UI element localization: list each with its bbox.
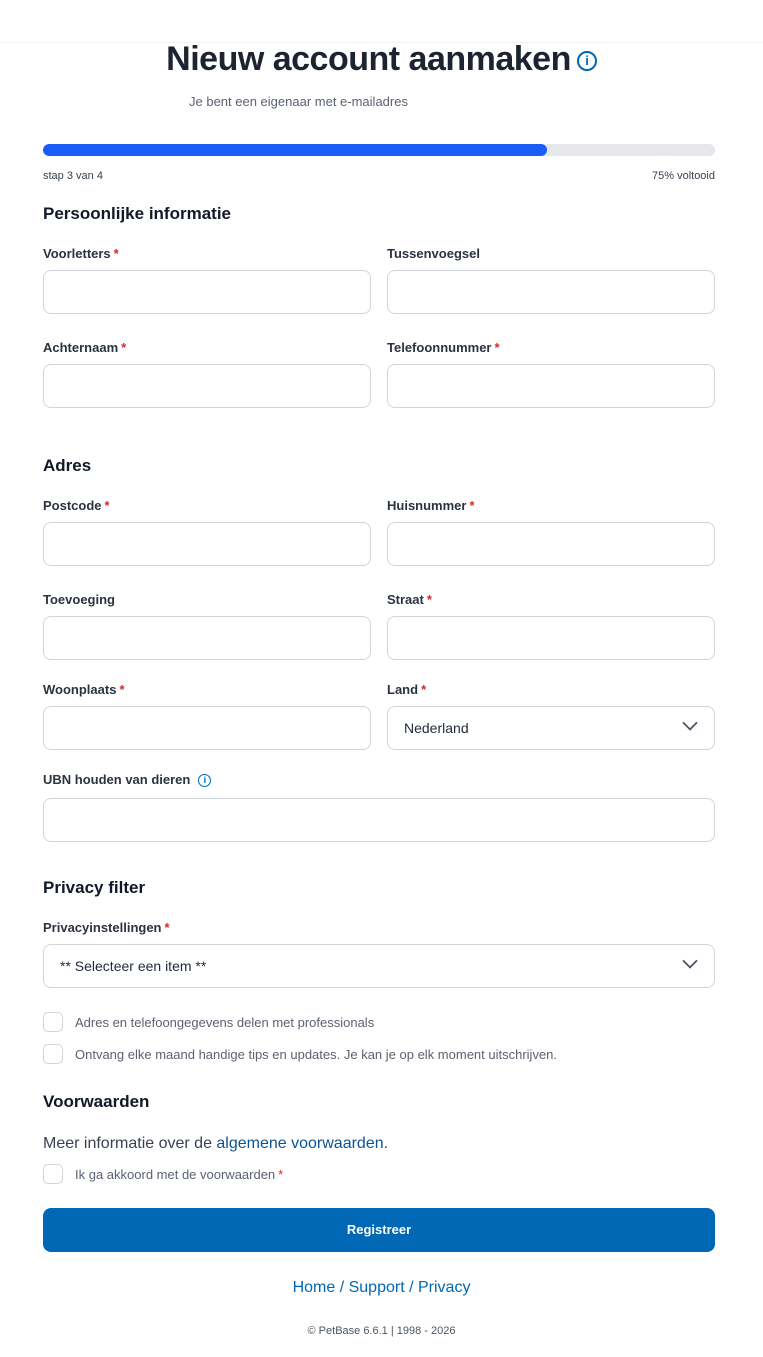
label-telefoon: Telefoonnummer * (387, 340, 500, 355)
terms-link[interactable]: algemene voorwaarden (216, 1135, 384, 1152)
privacy-value: ** Selecteer een item ** (60, 958, 207, 974)
section-personal: Persoonlijke informatie (43, 204, 231, 223)
agree-checkbox[interactable] (43, 1164, 63, 1184)
share-label: Adres en telefoongegevens delen met professionals (75, 1015, 375, 1030)
woonplaats-input[interactable] (43, 706, 371, 750)
tussenvoegsel-input[interactable] (387, 270, 715, 314)
achternaam-input[interactable] (43, 364, 371, 408)
section-address: Adres (43, 456, 92, 475)
voorletters-input[interactable] (43, 270, 371, 314)
terms-text: Meer informatie over de algemene voorwaarden. (43, 1135, 389, 1152)
step-text: stap 3 van 4 (43, 170, 103, 182)
label-privacy: Privacyinstellingen * (43, 920, 170, 935)
agree-label: Ik ga akkoord met de voorwaarden * (75, 1167, 284, 1182)
footer-links: Home / Support / Privacy (292, 1279, 471, 1296)
chevron-down-icon (682, 715, 697, 730)
register-button[interactable]: Registreer (43, 1208, 715, 1252)
progress-bar (43, 144, 715, 156)
chevron-down-icon (682, 953, 697, 968)
privacy-select[interactable] (43, 944, 715, 988)
support-link[interactable]: Support (348, 1279, 405, 1296)
land-select[interactable] (387, 706, 715, 750)
progress-fill (43, 144, 547, 156)
label-ubn: UBN houden van dieren i (43, 772, 211, 787)
telefoon-input[interactable] (387, 364, 715, 408)
home-link[interactable]: Home (292, 1279, 336, 1296)
info-icon[interactable]: i (577, 51, 597, 71)
info-icon[interactable]: i (198, 774, 211, 787)
label-land: Land * (387, 682, 427, 697)
label-toevoeging: Toevoeging (43, 592, 115, 607)
label-huisnummer: Huisnummer * (387, 498, 475, 513)
title-text: Nieuw account aanmaken (166, 40, 571, 78)
label-woonplaats: Woonplaats * (43, 682, 125, 697)
label-straat: Straat * (387, 592, 432, 607)
section-terms: Voorwaarden (43, 1092, 150, 1111)
ubn-input[interactable] (43, 798, 715, 842)
section-privacy: Privacy filter (43, 878, 146, 897)
tips-checkbox[interactable] (43, 1044, 63, 1064)
top-bar (0, 0, 763, 43)
percent-text: 75% voltooid (652, 170, 715, 182)
label-achternaam: Achternaam * (43, 340, 127, 355)
toevoeging-input[interactable] (43, 616, 371, 660)
label-voorletters: Voorletters * (43, 246, 119, 261)
privacy-link[interactable]: Privacy (417, 1279, 471, 1296)
land-value: Nederland (404, 720, 469, 736)
subtitle: Je bent een eigenaar met e-mailadres (189, 94, 408, 109)
straat-input[interactable] (387, 616, 715, 660)
label-tussenvoegsel: Tussenvoegsel (387, 246, 480, 261)
tips-label: Ontvang elke maand handige tips en updates. Je kan je op elk moment uitschrijven. (75, 1047, 558, 1062)
share-checkbox[interactable] (43, 1012, 63, 1032)
huisnummer-input[interactable] (387, 522, 715, 566)
copyright: © PetBase 6.6.1 | 1998 - 2026 (307, 1325, 456, 1337)
postcode-input[interactable] (43, 522, 371, 566)
page-title (0, 40, 763, 79)
label-postcode: Postcode * (43, 498, 110, 513)
